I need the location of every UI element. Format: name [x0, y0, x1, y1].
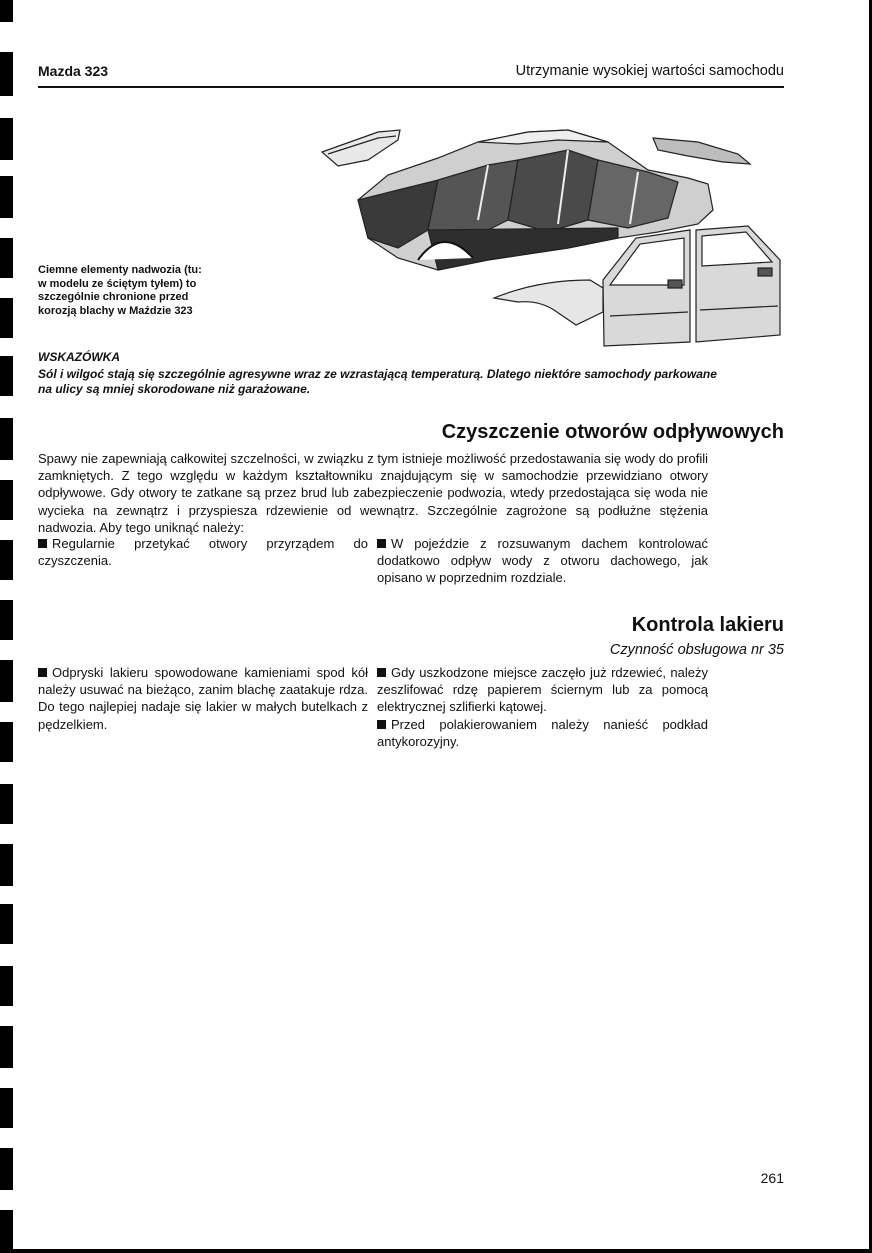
scan-binding-mark: [0, 118, 13, 160]
scan-binding-mark: [0, 298, 13, 338]
running-header-chapter: Utrzymanie wysokiej wartości samochodu: [515, 63, 784, 79]
car-body-illustration: [318, 120, 788, 365]
scan-binding-mark: [0, 52, 13, 96]
bullet-square-icon: [38, 539, 47, 548]
bullet-square-icon: [377, 720, 386, 729]
bullet-item: [377, 535, 708, 587]
bullet-text: W pojeździe z rozsuwanym dachem kontrolować dodatkowo odpływ wody z otworu dachowego, jak opisano w poprzednim rozdziale.: [377, 536, 708, 586]
bullet-item: [38, 664, 368, 733]
scan-binding-mark: [0, 784, 13, 824]
scan-binding-mark: [0, 600, 13, 640]
tip-heading: WSKAZÓWKA: [38, 350, 120, 364]
bullet-square-icon: [377, 539, 386, 548]
figure-caption: Ciemne elementy nadwozia (tu: w modelu ze ściętym tyłem) to szczególnie chronione przed korozją blachy w Maździe 323: [38, 264, 202, 317]
scan-binding-mark: [0, 418, 13, 460]
scan-binding-mark: [0, 1148, 13, 1190]
section-subtitle-service-step: Czynność obsługowa nr 35: [609, 642, 784, 658]
scan-binding-mark: [0, 238, 13, 278]
bullet-column-left: [38, 664, 368, 733]
scan-edge-bottom: [0, 1249, 872, 1253]
page-number: 261: [760, 1170, 784, 1186]
bullet-square-icon: [377, 668, 386, 677]
scan-binding-mark: [0, 0, 13, 22]
car-body-exploded-icon: [318, 120, 788, 365]
bullet-column-left: [38, 535, 368, 569]
bullet-text: Odpryski lakieru spowodowane kamieniami spod kół należy usuwać na bieżąco, zanim blachę zaatakuje rdza. Do tego najlepiej nadaje się lakier w małych butelkach z pędzelkiem.: [38, 665, 368, 732]
header-rule: [38, 86, 784, 88]
scan-binding-mark: [0, 722, 13, 762]
bullet-item: [377, 664, 708, 716]
running-header-title: Mazda 323: [38, 63, 109, 79]
scan-binding-mark: [0, 966, 13, 1006]
scan-binding-mark: [0, 1210, 13, 1250]
tip-text: Sól i wilgoć stają się szczególnie agresywne wraz ze wzrastającą temperaturą. Dlatego niektóre samochody parkowane na ulicy są mniej skorodowane niż garażowane.: [38, 367, 717, 396]
bullet-item: [38, 535, 368, 569]
scan-binding-mark: [0, 1026, 13, 1068]
scan-binding-mark: [0, 480, 13, 520]
section-heading-paint-check: Kontrola lakieru: [631, 614, 784, 636]
bullet-text: Regularnie przetykać otwory przyrządem do czyszczenia.: [38, 536, 368, 569]
section-intro-paragraph: Spawy nie zapewniają całkowitej szczelności, w związku z tym istnieje możliwość przedostawania się wody do profili zamkniętych. Z tego względu w każdym kształtowniku znajdującym się w samochodzie przewidziano otwory odpływowe. Gdy otwory te zatkane są przez brud lub zabezpieczenie podwozia, wtedy przedostająca się woda nie wycieka na zewnątrz i przyspiesza rdzewienie od wewnątrz. Szczególnie zagrożone są podłużne stężenia nadwozia. Aby tego uniknąć należy:: [38, 451, 708, 535]
section-heading-drain-holes: Czyszczenie otworów odpływowych: [441, 421, 784, 443]
scan-binding-mark: [0, 1088, 13, 1128]
scan-binding-mark: [0, 356, 13, 396]
scan-binding-mark: [0, 904, 13, 944]
bullet-column-right: [377, 664, 708, 750]
scan-binding-mark: [0, 176, 13, 218]
scan-binding-mark: [0, 660, 13, 702]
bullet-item: [377, 716, 708, 750]
scan-binding-mark: [0, 540, 13, 580]
bullet-column-right: [377, 535, 708, 587]
bullet-text: Przed polakierowaniem należy nanieść podkład antykorozyjny.: [377, 716, 708, 749]
bullet-text: Gdy uszkodzone miejsce zaczęło już rdzewieć, należy zeszlifować rdzę papierem ściernym lub za pomocą elektrycznej szlifierki kątowej.: [377, 665, 708, 715]
bullet-square-icon: [38, 668, 47, 677]
scan-binding-mark: [0, 844, 13, 886]
